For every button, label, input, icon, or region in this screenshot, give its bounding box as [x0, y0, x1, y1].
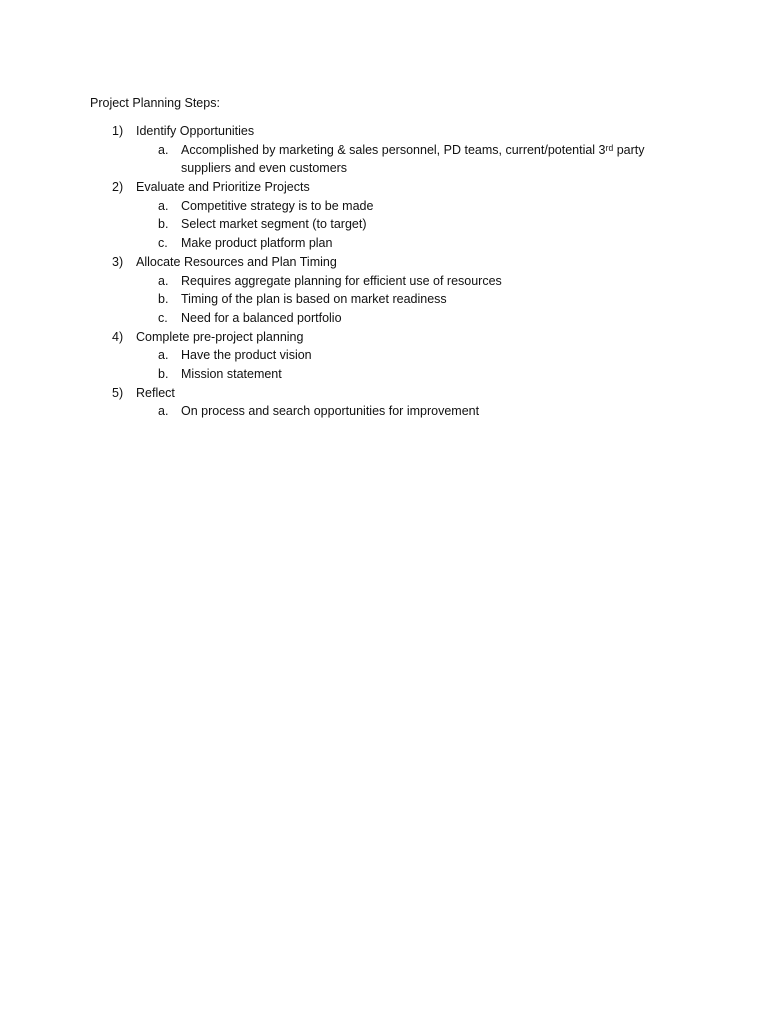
- list-item: [0, 328, 768, 347]
- sub-item-text: Make product platform plan: [181, 236, 333, 251]
- sub-item-text: Select market segment (to target): [181, 217, 367, 232]
- step-number: 1): [112, 124, 124, 138]
- sub-list-item: [0, 290, 768, 309]
- sub-list-item: [0, 402, 768, 421]
- sub-item-text: Mission statement: [181, 366, 282, 381]
- page-title: Project Planning Steps:: [90, 96, 220, 110]
- sub-list-item: [0, 346, 768, 365]
- sub-item-text: Competitive strategy is to be made: [181, 198, 374, 213]
- step-number: 3): [112, 254, 124, 269]
- sub-item-letter: a.: [158, 142, 169, 157]
- list-item: [0, 384, 768, 403]
- sub-item-letter: b.: [158, 366, 169, 381]
- sub-item-text: Timing of the plan is based on market readiness: [181, 292, 447, 307]
- list-item: [0, 122, 768, 141]
- sub-item-letter: b.: [158, 292, 169, 307]
- sub-list-item: [0, 309, 768, 328]
- sub-item-letter: c.: [158, 310, 168, 325]
- sub-list-item: [0, 234, 768, 253]
- step-text: Allocate Resources and Plan Timing: [136, 254, 337, 269]
- sub-item-text: Need for a balanced portfolio: [181, 310, 342, 325]
- sub-item-letter: a.: [158, 273, 169, 288]
- sub-item-text: On process and search opportunities for improvement: [181, 404, 480, 419]
- sub-item-text: Requires aggregate planning for efficient use of resources: [181, 273, 502, 288]
- list-item: [0, 253, 768, 272]
- step-text: Evaluate and Prioritize Projects: [136, 180, 310, 195]
- sub-list-item: [0, 215, 768, 234]
- step-text: Reflect: [136, 385, 175, 400]
- step-number: 2): [112, 180, 124, 195]
- steps-list: [0, 122, 768, 421]
- step-number: 5): [112, 385, 124, 400]
- sub-item-letter: c.: [158, 236, 168, 251]
- step-number: 4): [112, 329, 124, 344]
- sub-item-letter: a.: [158, 404, 169, 419]
- sub-list-item: [0, 365, 768, 384]
- sub-item-letter: a.: [158, 198, 169, 213]
- sub-item-text: Have the product vision: [181, 348, 312, 363]
- step-text: Complete pre-project planning: [136, 329, 304, 344]
- sub-item-letter: a.: [158, 348, 169, 363]
- step-text: Identify Opportunities: [136, 124, 255, 138]
- list-item: [0, 178, 768, 197]
- sub-list-item: [0, 272, 768, 291]
- sub-item-text: Accomplished by marketing & sales personnel, PD teams, current/potential 3ʳᵈ party suppliers and even customers: [181, 142, 645, 176]
- sub-list-item: [0, 141, 768, 178]
- sub-list-item: [0, 197, 768, 216]
- sub-item-letter: b.: [158, 217, 169, 232]
